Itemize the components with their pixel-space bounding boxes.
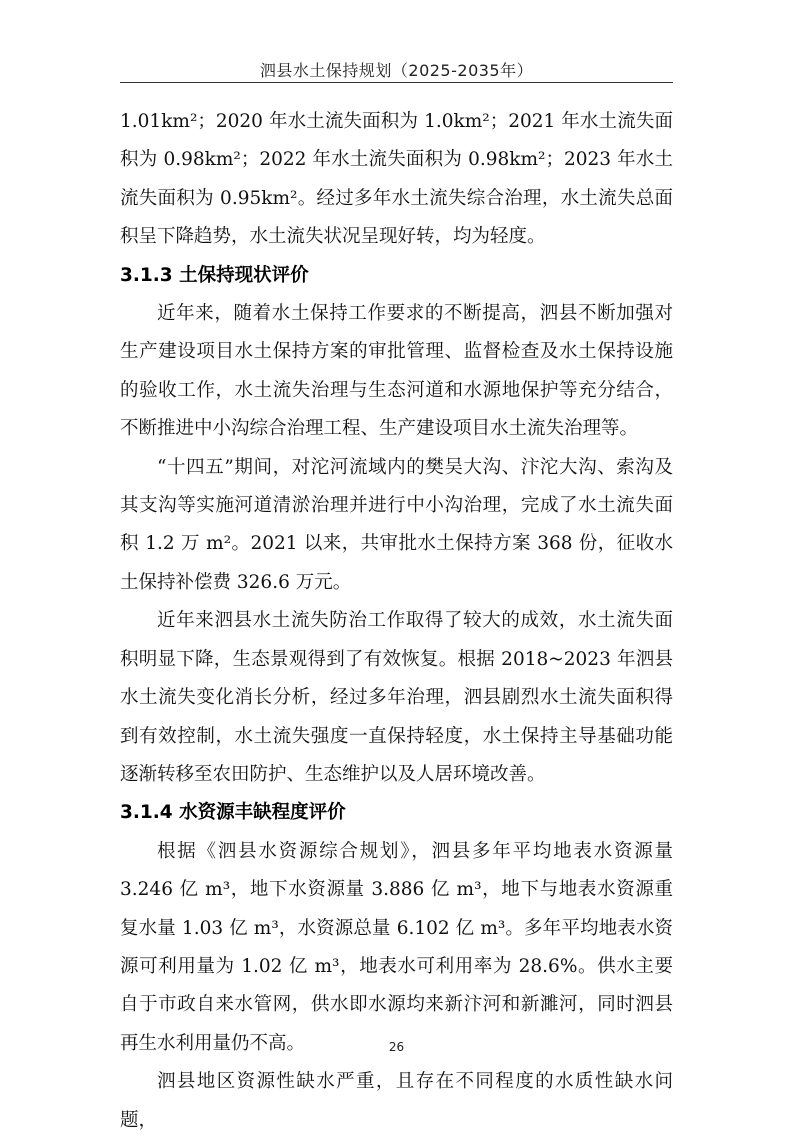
paragraph-soil-loss-area-trend: 1.01km²；2020 年水土流失面积为 1.0km²；2021 年水土流失面积为 0.98km²；2022 年水土流失面积为 0.98km²；2023 年水土流失面积为 0.95km²。经过多年水土流失综合治理，水土流失总面积呈下降趋势，水土流失状况呈现好转，均为轻度。 [120,111,673,248]
paragraph-prevention-results: 近年来泗县水土流失防治工作取得了较大的成效，水土流失面积明显下降，生态景观得到了有效恢复。根据 2018~2023 年泗县水土流失变化消长分析，经过多年治理，泗县剧烈水土流失面积得到有效控制，水土流失强度一直保持轻度，水土保持主导基础功能逐渐转移至农田防护、生态维护以及人居环境改善。 [120,610,673,785]
section-heading-3-1-4: 3.1.4 水资源丰缺程度评价 [120,802,346,824]
section-heading-3-1-3: 3.1.3 土保持现状评价 [120,264,309,286]
paragraph-fourteenth-five-year: “十四五”期间，对沱河流域内的樊吴大沟、汴沱大沟、索沟及其支沟等实施河道清淤治理并进行中小沟治理，完成了水土流失面积 1.2 万 m²。2021 以来，共审批水土保持方案 368 份，征收水土保持补偿费 326.6 万元。 [120,456,673,593]
running-header-title: 泗县水土保持规划（2025-2035年） [259,61,534,80]
page-number: 26 [388,1040,405,1054]
header-divider [120,82,673,83]
paragraph-water-resources: 根据《泗县水资源综合规划》，泗县多年平均地表水资源量 3.246 亿 m³，地下水资源量 3.886 亿 m³，地下与地表水资源重复水量 1.03 亿 m³，水资源总量 6.102 亿 m³。多年平均地表水资源可利用量为 1.02 亿 m³，地表水可利用率为 28.6%。供水主要自于市政自来水管网，供水即水源均来新汴河和新濉河，同时泗县再生水利用量仍不高。 [120,840,673,1054]
body-text [120,103,673,1140]
paragraph-conservation-work: 近年来，随着水土保持工作要求的不断提高，泗县不断加强对生产建设项目水土保持方案的审批管理、监督检查及水土保持设施的验收工作，水土流失治理与生态河道和水源地保护等充分结合，不断推进中小沟综合治理工程、生产建设项目水土流失治理等。 [120,303,673,440]
paragraph-water-shortage: 泗县地区资源性缺水严重，且存在不同程度的水质性缺水问题， [120,1071,673,1131]
